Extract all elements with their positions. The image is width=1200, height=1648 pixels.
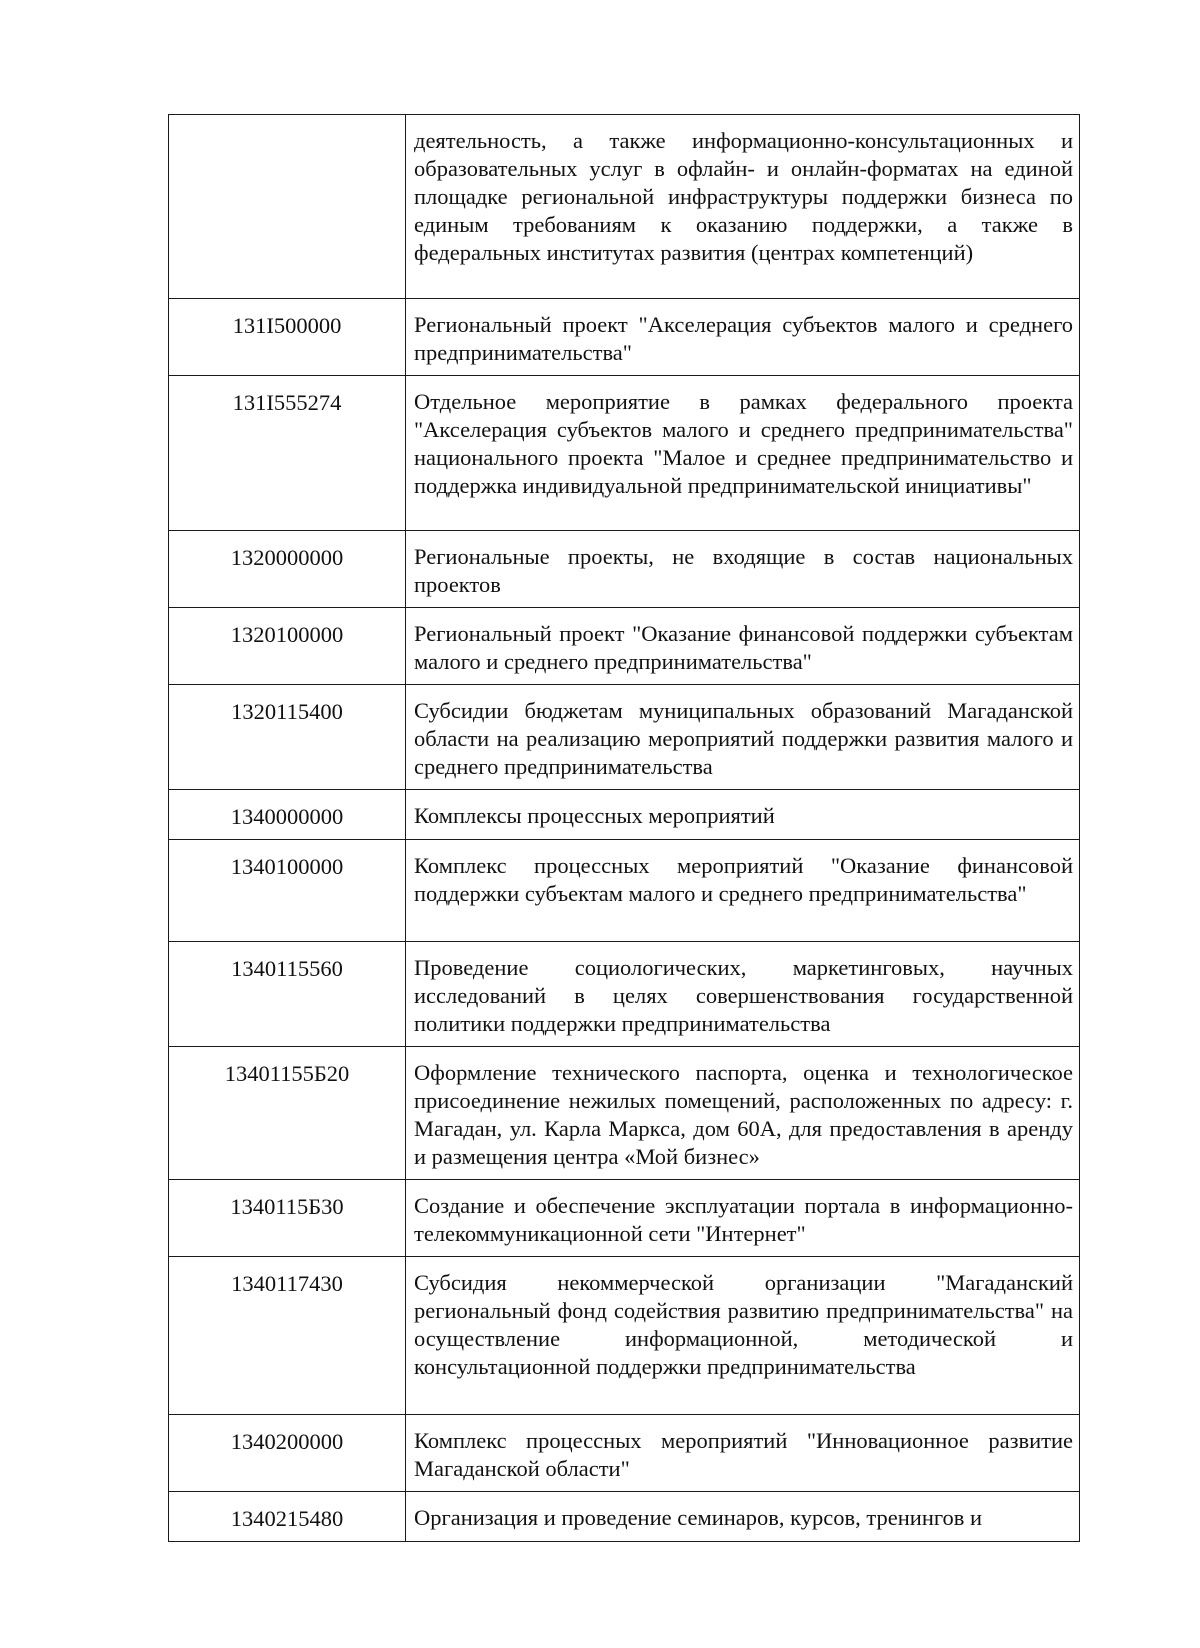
- row-code: 131I500000: [169, 299, 406, 376]
- table-row: [169, 299, 1080, 376]
- row-description: деятельность, а также информационно-консультационных и образовательных услуг в офлайн- и онлайн-форматах на единой площадке региональной инфраструктуры поддержки бизнеса по единым требованиям к оказанию поддержки, а также в федеральных институтах развития (центрах компетенций): [406, 115, 1080, 299]
- table-row: [169, 685, 1080, 790]
- table-row: [169, 1180, 1080, 1257]
- table-row: [169, 376, 1080, 531]
- row-code: 1340100000: [169, 840, 406, 942]
- row-description: Комплекс процессных мероприятий "Оказание финансовой поддержки субъектам малого и среднего предпринимательства": [406, 840, 1080, 942]
- row-code: [169, 115, 406, 299]
- table-row: [169, 1257, 1080, 1415]
- row-code: 1340200000: [169, 1415, 406, 1492]
- table-row: [169, 942, 1080, 1047]
- row-description: Субсидия некоммерческой организации "Магаданский региональный фонд содействия развитию предпринимательства" на осуществление информационной, методической и консультационной поддержки предпринимательства: [406, 1257, 1080, 1415]
- table-row: [169, 1047, 1080, 1180]
- budget-codes-table: [168, 114, 1080, 1542]
- table-row: [169, 531, 1080, 608]
- row-description: Региональные проекты, не входящие в состав национальных проектов: [406, 531, 1080, 608]
- table-row: [169, 840, 1080, 942]
- row-description: Региональный проект "Оказание финансовой поддержки субъектам малого и среднего предпринимательства": [406, 608, 1080, 685]
- row-code: 1320100000: [169, 608, 406, 685]
- row-code: 1340117430: [169, 1257, 406, 1415]
- table-row: [169, 608, 1080, 685]
- row-code: 1340215480: [169, 1492, 406, 1542]
- row-code: 1320115400: [169, 685, 406, 790]
- row-description: Отдельное мероприятие в рамках федерального проекта "Акселерация субъектов малого и среднего предпринимательства" национального проекта "Малое и среднее предпринимательство и поддержка индивидуальной предпринимательской инициативы": [406, 376, 1080, 531]
- table-row: [169, 1415, 1080, 1492]
- row-code: 1340115560: [169, 942, 406, 1047]
- row-code: 1320000000: [169, 531, 406, 608]
- table-row: [169, 1492, 1080, 1542]
- row-description: Организация и проведение семинаров, курсов, тренингов и: [406, 1492, 1080, 1542]
- row-description: Проведение социологических, маркетинговых, научных исследований в целях совершенствования государственной политики поддержки предпринимательства: [406, 942, 1080, 1047]
- row-code: 1340000000: [169, 790, 406, 840]
- row-code: 1340115Б30: [169, 1180, 406, 1257]
- row-description: Создание и обеспечение эксплуатации портала в информационно-телекоммуникационной сети "Интернет": [406, 1180, 1080, 1257]
- table-row: [169, 790, 1080, 840]
- row-description: Оформление технического паспорта, оценка и технологическое присоединение нежилых помещений, расположенных по адресу: г. Магадан, ул. Карла Маркса, дом 60А, для предоставления в аренду и размещения центра «Мой бизнес»: [406, 1047, 1080, 1180]
- row-code: 13401155Б20: [169, 1047, 406, 1180]
- row-code: 131I555274: [169, 376, 406, 531]
- row-description: Региональный проект "Акселерация субъектов малого и среднего предпринимательства": [406, 299, 1080, 376]
- row-description: Комплексы процессных мероприятий: [406, 790, 1080, 840]
- row-description: Субсидии бюджетам муниципальных образований Магаданской области на реализацию мероприятий поддержки развития малого и среднего предпринимательства: [406, 685, 1080, 790]
- row-description: Комплекс процессных мероприятий "Инновационное развитие Магаданской области": [406, 1415, 1080, 1492]
- table-row: [169, 115, 1080, 299]
